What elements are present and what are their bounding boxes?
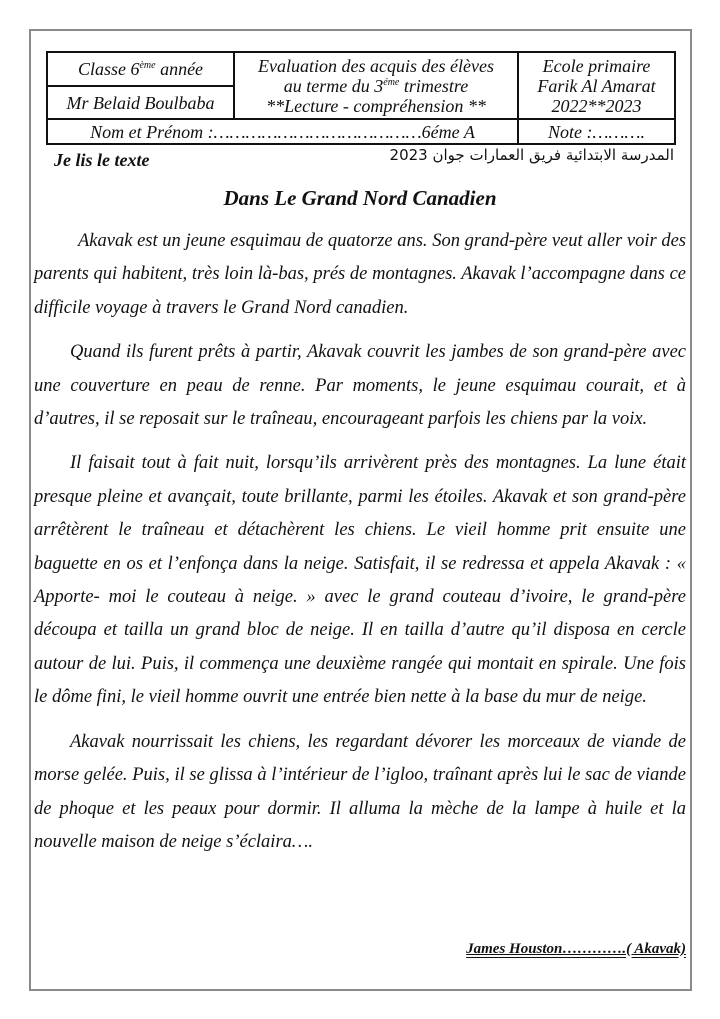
- story-title: Dans Le Grand Nord Canadien: [223, 186, 497, 210]
- teacher-cell: Mr Belaid Boulbaba: [47, 86, 234, 119]
- story-paragraph: Akavak nourrissait les chiens, les regardant dévorer les morceaux de viande de morse gelée. Puis, il se glissa à l’intérieur de l’igloo, traînant après lui le sac de viande de phoque et les peaux pour dormir. Il alluma la mèche de la lampe à huile et la nouvelle maison de neige s’éclaira….: [34, 731, 686, 852]
- evaluation-line2-suffix: trimestre: [399, 75, 469, 96]
- evaluation-cell: [234, 52, 518, 119]
- story-paragraph: Il faisait tout à fait nuit, lorsqu’ils arrivèrent près des montagnes. La lune était presque pleine et avançait, toute brillante, parmi les étoiles. Akavak et son grand-père arrêtèrent le traîneau et détachèrent les chiens. Le vieil homme prit ensuite une baguette en os et l’enfonça dans la neige. Satisfait, il se redressa et appela Akavak : « Apporte- moi le couteau à neige. » avec le grand couteau d’ivoire, le grand-père découpa et tailla un grand bloc de neige. Il en tailla d’autre qu’il disposa en cercle autour de lui. Puis, il commença une deuxième rangée qui montait en spirale. Une fois le dôme fini, le vieil homme ouvrit une entrée bien nette à la base du mur de neige.: [34, 453, 686, 708]
- evaluation-line2-prefix: au terme du 3: [283, 75, 384, 96]
- evaluation-line1: Evaluation des acquis des élèves: [258, 55, 494, 76]
- author-credit: James Houston………….( Akavak): [466, 941, 686, 957]
- class-cell: [47, 52, 234, 86]
- story-paragraph: Quand ils furent prêts à partir, Akavak couvrit les jambes de son grand-père avec une couverture en peau de renne. Par moments, le jeune esquimau courait, et à d’autres, il se reposait sur le traîneau, encourageant parfois les chiens par la voix.: [34, 342, 686, 430]
- school-line1: Ecole primaire: [542, 55, 651, 76]
- class-suffix: année: [155, 59, 204, 79]
- school-cell: [518, 52, 675, 119]
- class-sup: ème: [139, 60, 156, 71]
- story-paragraph: Akavak est un jeune esquimau de quatorze ans. Son grand-père veut aller voir des parents qui habitent, très loin là-bas, prés de montagnes. Akavak l’accompagne dans ce difficile voyage à travers le Grand Nord canadien.: [34, 231, 686, 318]
- school-line2: Farik Al Amarat: [537, 75, 656, 96]
- evaluation-line2: [235, 76, 517, 96]
- school-year: 2022**2023: [551, 95, 642, 116]
- evaluation-line3: **Lecture - compréhension **: [266, 95, 486, 116]
- section-label: Je lis le texte: [54, 150, 150, 170]
- note-field: Note :……….: [518, 119, 675, 144]
- header-table: [46, 51, 676, 145]
- student-name-field: Nom et Prénom :…………………………………6éme A: [47, 119, 518, 144]
- class-label: Classe 6: [77, 59, 140, 79]
- story-body: [34, 225, 686, 870]
- arabic-school-line: المدرسة الابتدائية فريق العمارات جوان 2023: [389, 146, 674, 164]
- evaluation-line2-sup: éme: [383, 76, 400, 88]
